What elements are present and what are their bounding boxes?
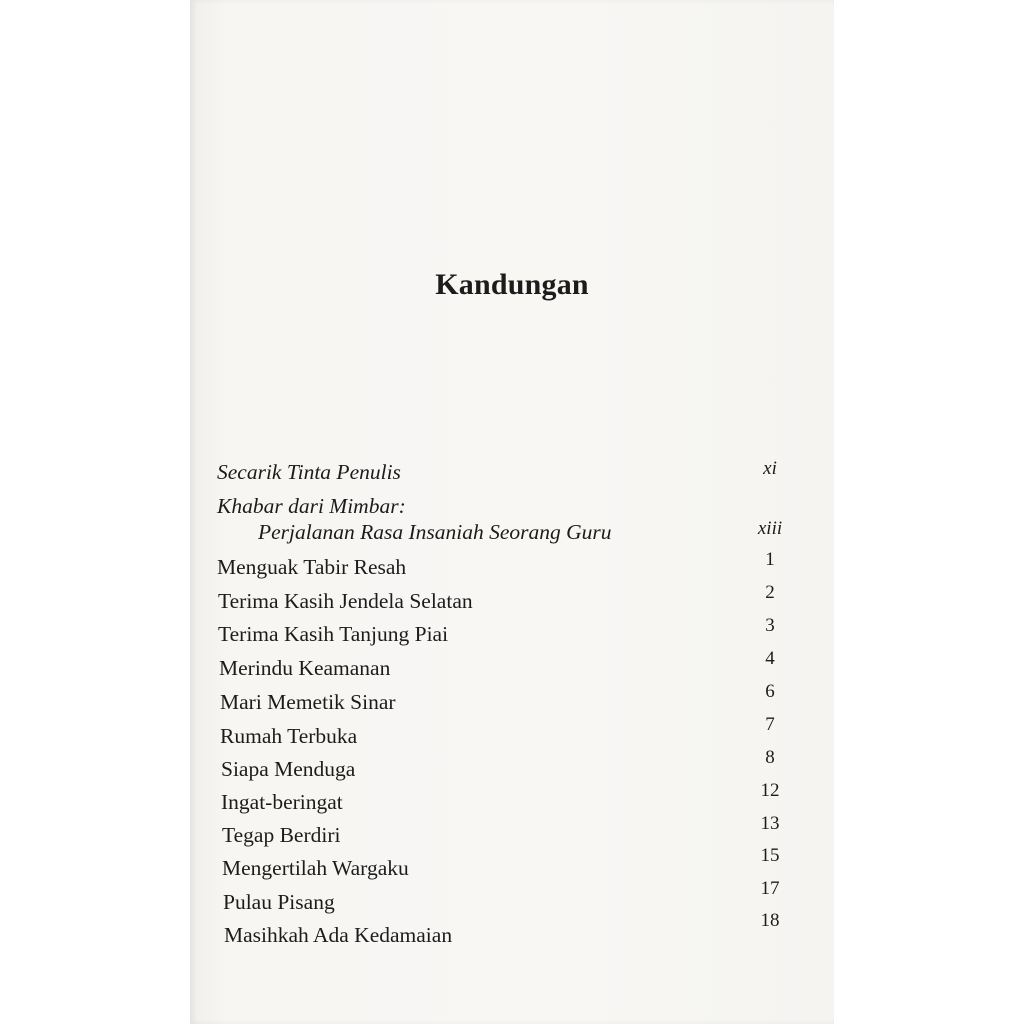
toc-page-number: xiii [757,518,783,539]
toc-entry-title: Terima Kasih Jendela Selatan [218,589,473,613]
toc-page-number: 13 [760,813,780,834]
toc-entry-title: Masihkah Ada Kedamaian [224,923,453,947]
toc-entry-title: Siapa Menduga [221,757,356,781]
toc-page-number: 15 [760,845,780,866]
toc-page-number: 1 [765,549,775,570]
toc-entry-title: Merindu Keamanan [219,656,391,680]
toc-entry-title: Mengertilah Wargaku [222,856,409,880]
toc-page-number: 18 [760,910,780,931]
toc-page-number: 6 [765,681,775,702]
toc-page-number: xi [763,458,777,479]
toc-page-number: 12 [760,780,780,801]
toc-entry-title: Terima Kasih Tanjung Piai [218,622,449,646]
page-title: Kandungan [435,268,589,301]
toc-page-number: 2 [765,582,775,603]
toc-page-number: 17 [760,878,780,899]
toc-entry-title: Rumah Terbuka [220,724,358,748]
toc-entry-title: Tegap Berdiri [222,823,341,847]
toc-entry-title: Pulau Pisang [223,890,335,914]
toc-page-number: 8 [765,747,775,768]
toc-entry-title: Mari Memetik Sinar [220,690,396,714]
toc-page-number: 4 [765,648,775,669]
book-page [190,0,834,1024]
toc-page-number: 7 [765,714,775,735]
toc-entry-subtitle: Perjalanan Rasa Insaniah Seorang Guru [258,520,612,544]
toc-entry-title: Khabar dari Mimbar: [217,494,406,518]
toc-page-number: 3 [765,615,775,636]
toc-entry-title: Ingat-beringat [221,790,343,814]
toc-entry-title: Secarik Tinta Penulis [217,460,401,484]
toc-entry-title: Menguak Tabir Resah [217,555,407,579]
